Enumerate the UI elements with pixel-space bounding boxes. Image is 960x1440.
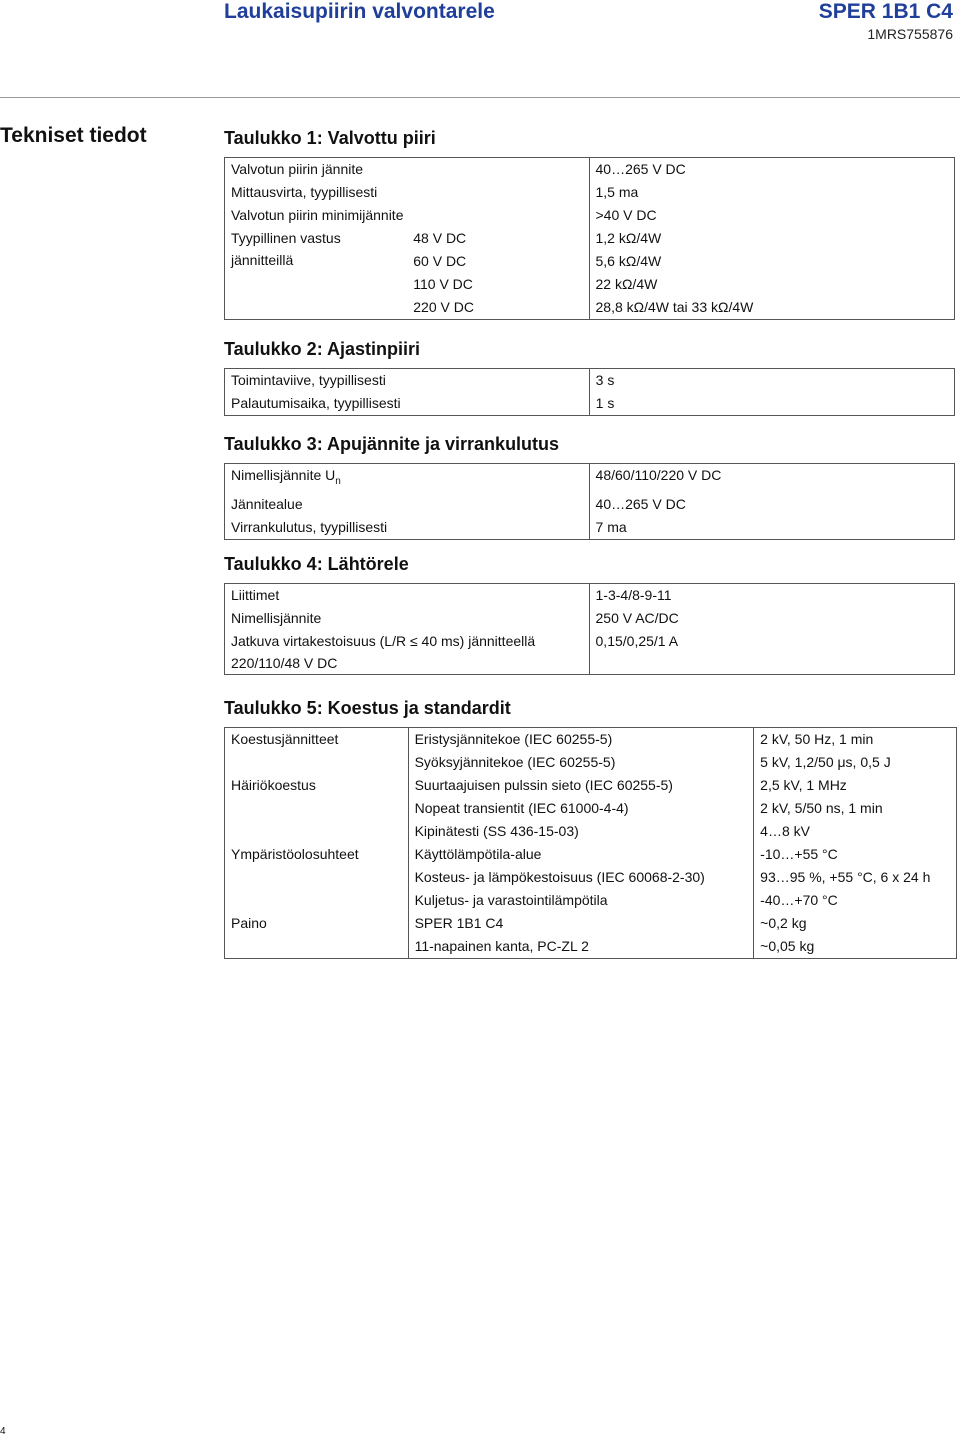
product-code: SPER 1B1 C4 — [818, 0, 953, 23]
table-cell-label: Jatkuva virtakestoisuus (L/R ≤ 40 ms) jännitteellä 220/110/48 V DC — [231, 633, 536, 671]
table-cell-test: Nopeat transientit (IEC 61000-4-4) — [408, 797, 754, 820]
table-cell-value: ~0,05 kg — [754, 935, 957, 959]
table-cell-value: 22 kΩ/4W — [589, 273, 955, 296]
table-cell-group: Ympäristöolosuhteet — [231, 846, 359, 862]
header-divider — [0, 97, 960, 98]
table-cell-label: Jännitealue — [231, 495, 303, 512]
table-cell-label: Valvotun piirin minimijännite — [231, 207, 404, 223]
table-cell-value: 28,8 kΩ/4W tai 33 kΩ/4W — [589, 296, 955, 320]
table-row — [225, 227, 955, 250]
table-cell-value: 2 kV, 5/50 ns, 1 min — [754, 797, 957, 820]
table-cell-value: >40 V DC — [589, 204, 955, 227]
table-cell-value: 1 s — [589, 392, 954, 416]
table-cell-value: 1,2 kΩ/4W — [589, 227, 955, 250]
table-cell-label: Toimintaviive, tyypillisesti — [231, 372, 386, 388]
table-row — [225, 843, 957, 866]
table-cell-test: Kosteus- ja lämpökestoisuus (IEC 60068-2-30) — [408, 866, 754, 889]
table4 — [224, 583, 955, 675]
table-cell-test: Kuljetus- ja varastointilämpötila — [408, 889, 754, 912]
table-cell-test: Syöksyjännitekoe (IEC 60255-5) — [408, 751, 754, 774]
table-cell-value: 48/60/110/220 V DC — [589, 464, 954, 493]
table3 — [224, 463, 955, 540]
table2-caption: Taulukko 2: Ajastinpiiri — [224, 339, 421, 359]
table1-caption: Taulukko 1: Valvottu piiri — [224, 128, 436, 148]
table-cell-test: SPER 1B1 C4 — [408, 912, 754, 935]
table2 — [224, 368, 955, 416]
table-cell-value: 3 s — [589, 369, 954, 393]
table3-caption: Taulukko 3: Apujännite ja virrankulutus — [224, 434, 560, 454]
table-cell-value: -10…+55 °C — [754, 843, 957, 866]
table-cell-test: Kipinätesti (SS 436-15-03) — [408, 820, 754, 843]
table-cell-test: Käyttölämpötila-alue — [408, 843, 754, 866]
table-cell-value: 40…265 V DC — [589, 158, 955, 182]
table-cell-value: 7 ma — [589, 516, 954, 540]
table-cell-value: 1,5 ma — [589, 181, 955, 204]
table-cell-label: Mittausvirta, tyypillisesti — [231, 184, 378, 200]
table-row — [225, 630, 955, 675]
table-cell-value: ~0,2 kg — [754, 912, 957, 935]
table-cell-value: 2,5 kV, 1 MHz — [754, 774, 957, 797]
table-cell-group: Häiriökoestus — [231, 777, 316, 793]
document-code: 1MRS755876 — [867, 26, 953, 42]
table-cell-label: Tyypillinen vastus jännitteillä — [231, 230, 341, 268]
table-cell-value: 93…95 %, +55 °C, 6 x 24 h — [754, 866, 957, 889]
table-cell-value: -40…+70 °C — [754, 889, 957, 912]
table-cell-value: 4…8 kV — [754, 820, 957, 843]
table-row — [225, 392, 955, 416]
table-cell-test: Suurtaajuisen pulssin sieto (IEC 60255-5) — [408, 774, 754, 797]
subscript-n: n — [335, 475, 341, 487]
table4-caption: Taulukko 4: Lähtörele — [224, 554, 409, 574]
table-cell-value: 2 kV, 50 Hz, 1 min — [754, 728, 957, 752]
table-row — [225, 464, 955, 493]
table5-caption: Taulukko 5: Koestus ja standardit — [224, 698, 511, 718]
table-row — [225, 912, 957, 935]
table-row — [225, 607, 955, 630]
table-cell-label — [225, 464, 590, 493]
table-row — [225, 369, 955, 393]
table-row — [225, 774, 957, 797]
table-cell-value: 40…265 V DC — [589, 493, 954, 516]
table-row — [225, 204, 955, 227]
table-cell-voltage: 48 V DC — [413, 230, 467, 246]
table-cell-label: Liittimet — [231, 587, 280, 603]
table-row — [225, 728, 957, 752]
table-cell-value: 5 kV, 1,2/50 μs, 0,5 J — [754, 751, 957, 774]
table-row — [225, 181, 955, 204]
table-cell-value: 5,6 kΩ/4W — [589, 250, 955, 273]
table-cell-voltage: 110 V DC — [413, 276, 473, 292]
table-cell-value: 0,15/0,25/1 A — [589, 630, 954, 675]
table-row — [225, 516, 955, 540]
table-cell-group: Paino — [231, 915, 267, 931]
table-cell-label: Valvotun piirin jännite — [231, 161, 364, 177]
table-cell-value: 1-3-4/8-9-11 — [589, 584, 954, 608]
page-number: 4 — [0, 1426, 6, 1437]
document-title: Laukaisupiirin valvontarele — [224, 0, 495, 23]
table-cell-test: Eristysjännitekoe (IEC 60255-5) — [408, 728, 754, 752]
section-title: Tekniset tiedot — [0, 124, 147, 147]
table-cell-test: 11-napainen kanta, PC-ZL 2 — [408, 935, 754, 959]
table-cell-label: Virrankulutus, tyypillisesti — [231, 518, 388, 535]
table-row — [225, 158, 955, 182]
table-row — [225, 493, 955, 516]
table-row — [225, 584, 955, 608]
table-cell-label: Palautumisaika, tyypillisesti — [231, 395, 401, 411]
nominal-voltage-label: Nimellisjännite U — [231, 467, 336, 483]
table-cell-value: 250 V AC/DC — [589, 607, 954, 630]
table-cell-group: Koestusjännitteet — [231, 731, 339, 747]
table1 — [224, 157, 955, 320]
table-cell-label: Nimellisjännite — [231, 610, 322, 626]
table-cell-voltage: 220 V DC — [413, 299, 474, 315]
table-cell-voltage: 60 V DC — [413, 253, 467, 269]
table5 — [224, 727, 957, 959]
